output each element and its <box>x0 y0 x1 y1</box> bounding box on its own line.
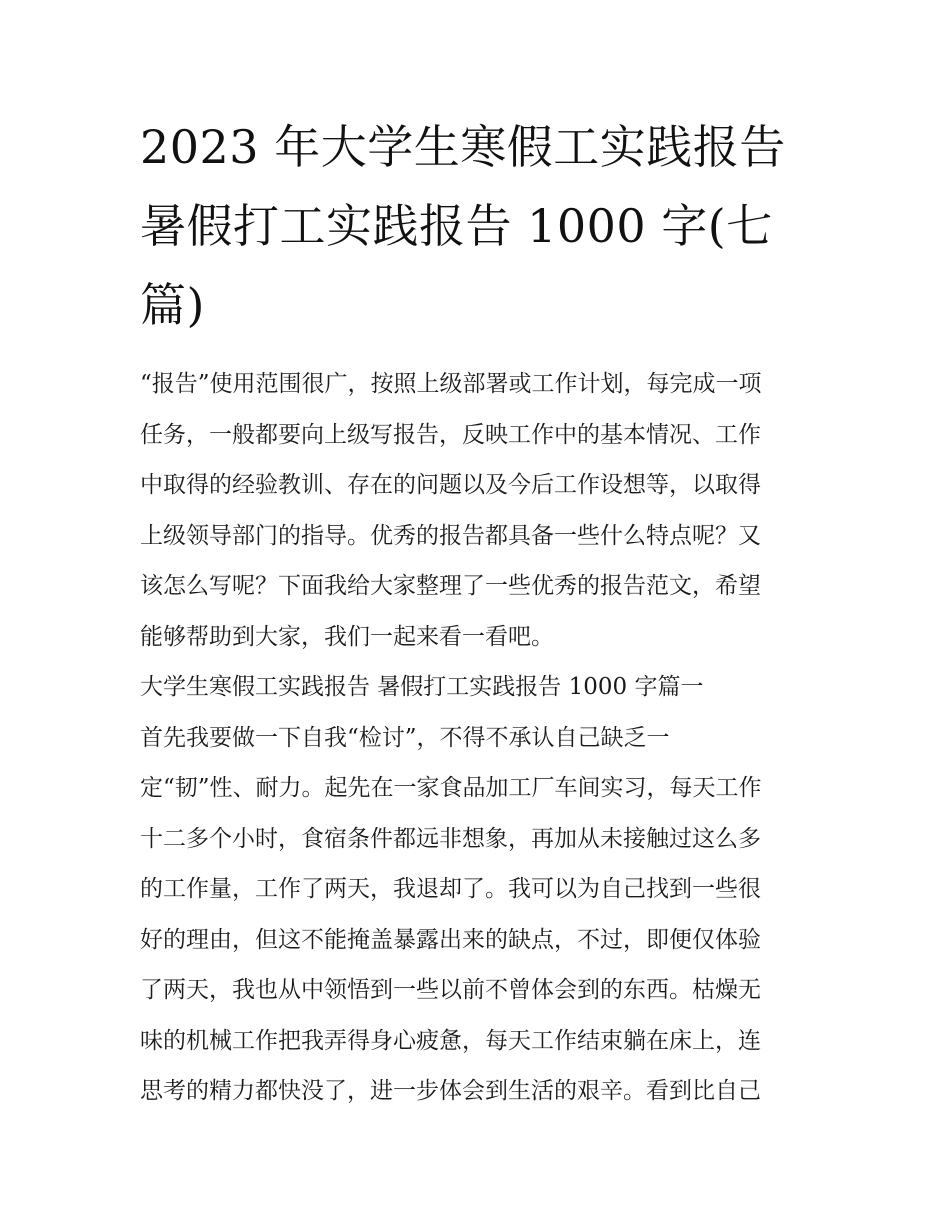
body-line: 十二多个小时，食宿条件都远非想象，再加从未接触过这么多 <box>140 825 761 852</box>
body-line: “报告”使用范围很广，按照上级部署或工作计划，每完成一项 <box>140 371 762 397</box>
section-heading: 大学生寒假工实践报告 暑假打工实践报告 1000 字篇一 <box>140 674 704 700</box>
title-line: 篇) <box>140 278 205 332</box>
body-text <box>140 359 812 1117</box>
body-line: 任务，一般都要向上级写报告，反映工作中的基本情况、工作 <box>140 421 761 448</box>
body-line: 该怎么写呢？下面我给大家整理了一些优秀的报告范文，希望 <box>140 573 761 599</box>
document-content <box>140 108 812 1117</box>
body-line: 好的理由，但这不能掩盖暴露出来的缺点，不过，即便仅体验 <box>140 926 761 953</box>
body-line: 了两天，我也从中领悟到一些以前不曾体会到的东西。枯燥无 <box>140 977 761 1003</box>
page-title <box>140 108 812 345</box>
body-line: 上级领导部门的指导。优秀的报告都具备一些什么特点呢？又 <box>140 522 761 549</box>
title-line: 2023 年大学生寒假工实践报告 <box>140 120 786 174</box>
body-line: 味的机械工作把我弄得身心疲惫，每天工作结束躺在床上，连 <box>140 1027 761 1054</box>
body-line: 首先我要做一下自我“检讨”，不得不承认自己缺乏一 <box>140 724 670 751</box>
body-line: 定“韧”性、耐力。起先在一家食品加工厂车间实习，每天工作 <box>140 775 762 801</box>
body-line: 能够帮助到大家，我们一起来看一看吧。 <box>140 623 554 650</box>
body-line: 中取得的经验教训、存在的问题以及今后工作设想等，以取得 <box>140 472 761 498</box>
body-line: 的工作量，工作了两天，我退却了。我可以为自己找到一些很 <box>140 876 761 902</box>
body-line: 思考的精力都快没了，进一步体会到生活的艰辛。看到比自己 <box>140 1078 761 1104</box>
title-line: 暑假打工实践报告 1000 字(七 <box>140 199 773 253</box>
